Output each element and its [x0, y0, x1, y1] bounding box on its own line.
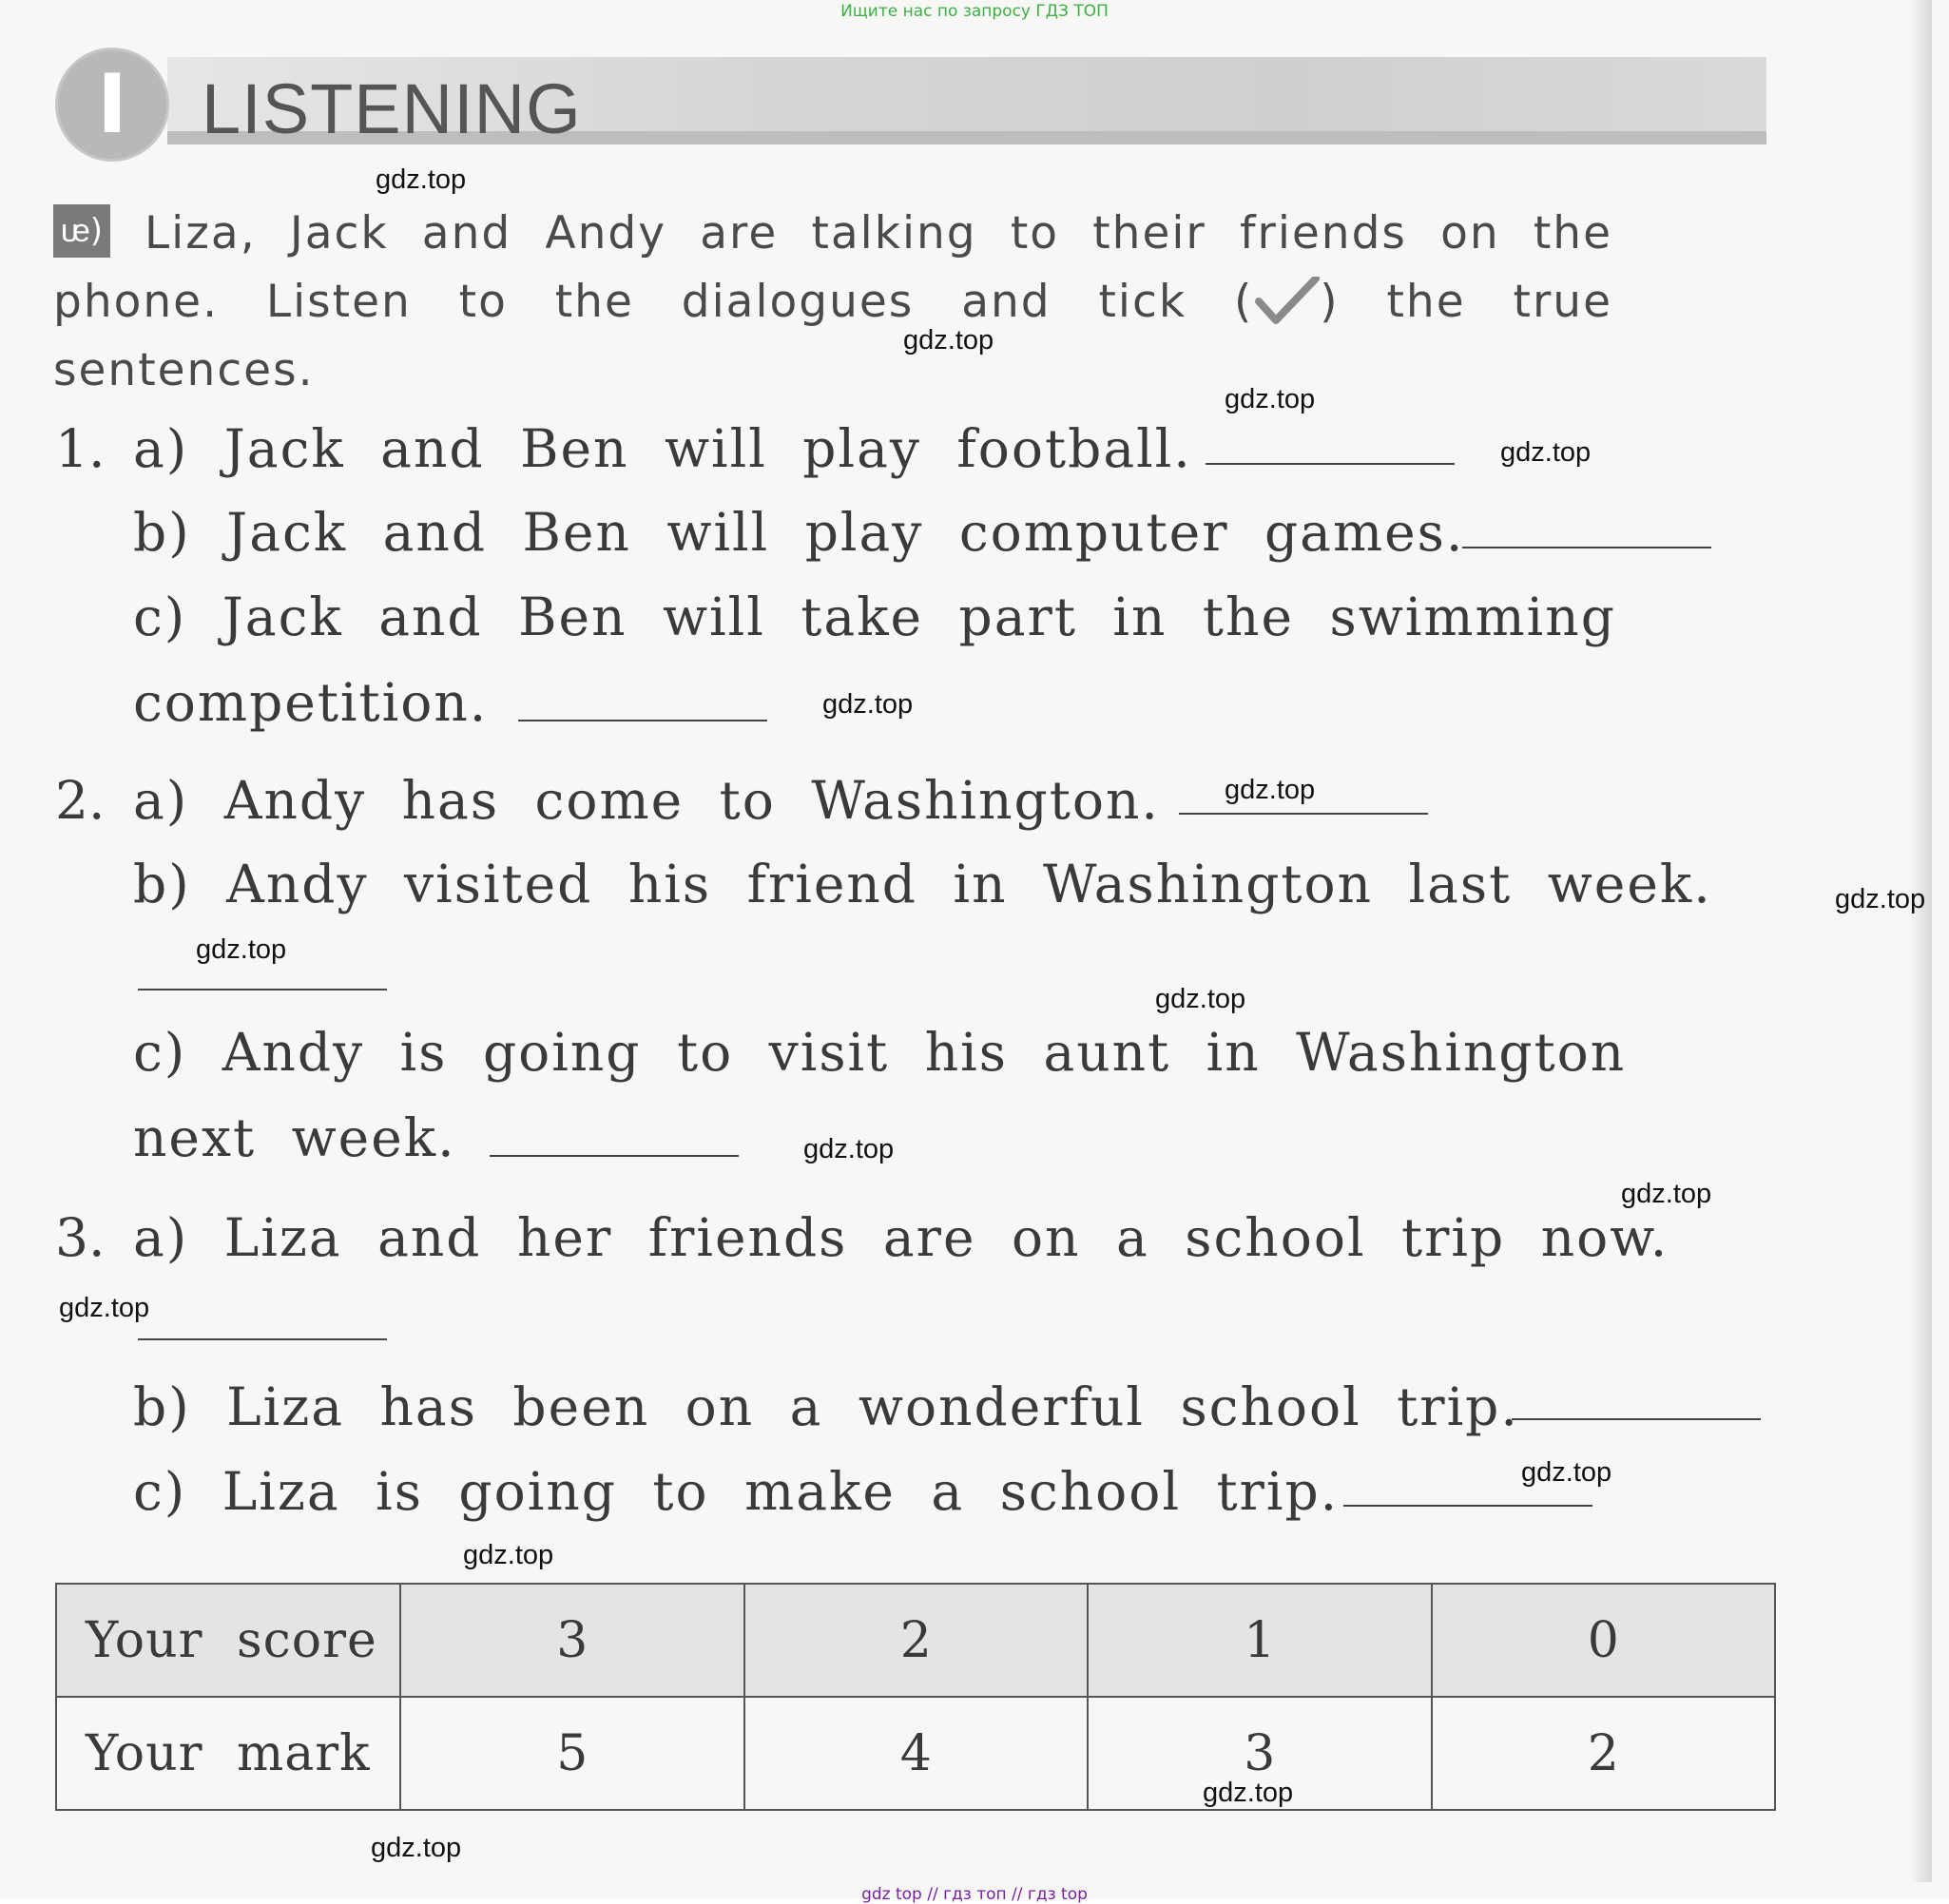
- watermark: gdz.top: [903, 325, 994, 356]
- mark-cell: 4: [744, 1697, 1089, 1810]
- watermark: gdz.top: [463, 1540, 554, 1570]
- mark-cell: 5: [400, 1697, 744, 1810]
- section-number-badge: I: [55, 48, 169, 162]
- watermark: gdz.top: [1225, 775, 1316, 805]
- bottom-banner: gdz top // гдз топ // гдз top: [861, 1885, 1088, 1904]
- instruction-text: [53, 200, 1612, 405]
- watermark: gdz.top: [376, 164, 467, 195]
- mark-cell: 2: [1432, 1697, 1776, 1810]
- tick-icon: [1253, 277, 1320, 324]
- watermark: gdz.top: [1155, 984, 1246, 1014]
- watermark: gdz.top: [1835, 884, 1926, 914]
- answer-blank-3c[interactable]: [1343, 1505, 1592, 1507]
- statement-3c: c) Liza is going to make a school trip.: [133, 1461, 1340, 1522]
- statement-1b: b) Jack and Ben will play computer games.: [133, 502, 1465, 563]
- statement-1a: a) Jack and Ben will play football.: [133, 418, 1192, 479]
- watermark: gdz.top: [371, 1833, 462, 1863]
- audio-icon: ᵫ): [53, 204, 110, 258]
- statement-2a: a) Andy has come to Washington.: [133, 770, 1160, 831]
- watermark: gdz.top: [1621, 1179, 1712, 1209]
- score-table: [55, 1583, 1776, 1811]
- score-cell: 3: [400, 1584, 744, 1697]
- statement-3b: b) Liza has been on a wonderful school trip.: [133, 1376, 1519, 1437]
- mark-row: [56, 1697, 1775, 1810]
- score-cell: 2: [744, 1584, 1089, 1697]
- section-title: LISTENING: [202, 69, 582, 148]
- watermark: gdz.top: [1203, 1778, 1294, 1808]
- answer-blank-3a[interactable]: [138, 1338, 387, 1340]
- answer-blank-3b[interactable]: [1512, 1418, 1761, 1420]
- watermark: gdz.top: [803, 1134, 895, 1164]
- page-edge-shadow: [1911, 0, 1932, 1882]
- watermark: gdz.top: [59, 1293, 150, 1323]
- score-cell: 0: [1432, 1584, 1776, 1697]
- answer-blank-1a[interactable]: [1206, 463, 1455, 465]
- watermark: gdz.top: [196, 934, 287, 965]
- score-cell: 1: [1088, 1584, 1432, 1697]
- answer-blank-2c[interactable]: [490, 1155, 739, 1157]
- statement-2c-line1: c) Andy is going to visit his aunt in Washington: [133, 1022, 1627, 1083]
- answer-blank-2b[interactable]: [138, 989, 387, 990]
- score-row: [56, 1584, 1775, 1697]
- answer-blank-1b[interactable]: [1462, 547, 1711, 548]
- statement-1c-line1: c) Jack and Ben will take part in the swimming: [133, 587, 1616, 647]
- watermark: gdz.top: [1500, 437, 1592, 468]
- answer-blank-2a[interactable]: [1179, 813, 1428, 815]
- mark-row-label: Your mark: [56, 1697, 400, 1810]
- score-row-label: Your score: [56, 1584, 400, 1697]
- answer-blank-1c[interactable]: [518, 720, 767, 721]
- mark-cell: 3: [1088, 1697, 1432, 1810]
- question-number-2: 2.: [55, 770, 106, 831]
- instruction-after-tick: ) the true sentences.: [53, 276, 1612, 396]
- instruction-before-tick: Liza, Jack and Andy are talking to their friends on the phone. Listen to the dialogues and tick (: [53, 207, 1612, 328]
- statement-2b: b) Andy visited his friend in Washington last week.: [133, 854, 1712, 914]
- watermark: gdz.top: [1521, 1457, 1612, 1488]
- watermark: gdz.top: [822, 689, 914, 720]
- watermark: gdz.top: [1225, 384, 1316, 414]
- statement-1c-line2: competition.: [133, 672, 489, 733]
- question-number-1: 1.: [55, 418, 106, 479]
- statement-2c-line2: next week.: [133, 1107, 456, 1168]
- top-banner: Ищите нас по запросу ГДЗ ТОП: [840, 2, 1109, 21]
- statement-3a: a) Liza and her friends are on a school trip now.: [133, 1207, 1669, 1268]
- question-number-3: 3.: [55, 1207, 106, 1268]
